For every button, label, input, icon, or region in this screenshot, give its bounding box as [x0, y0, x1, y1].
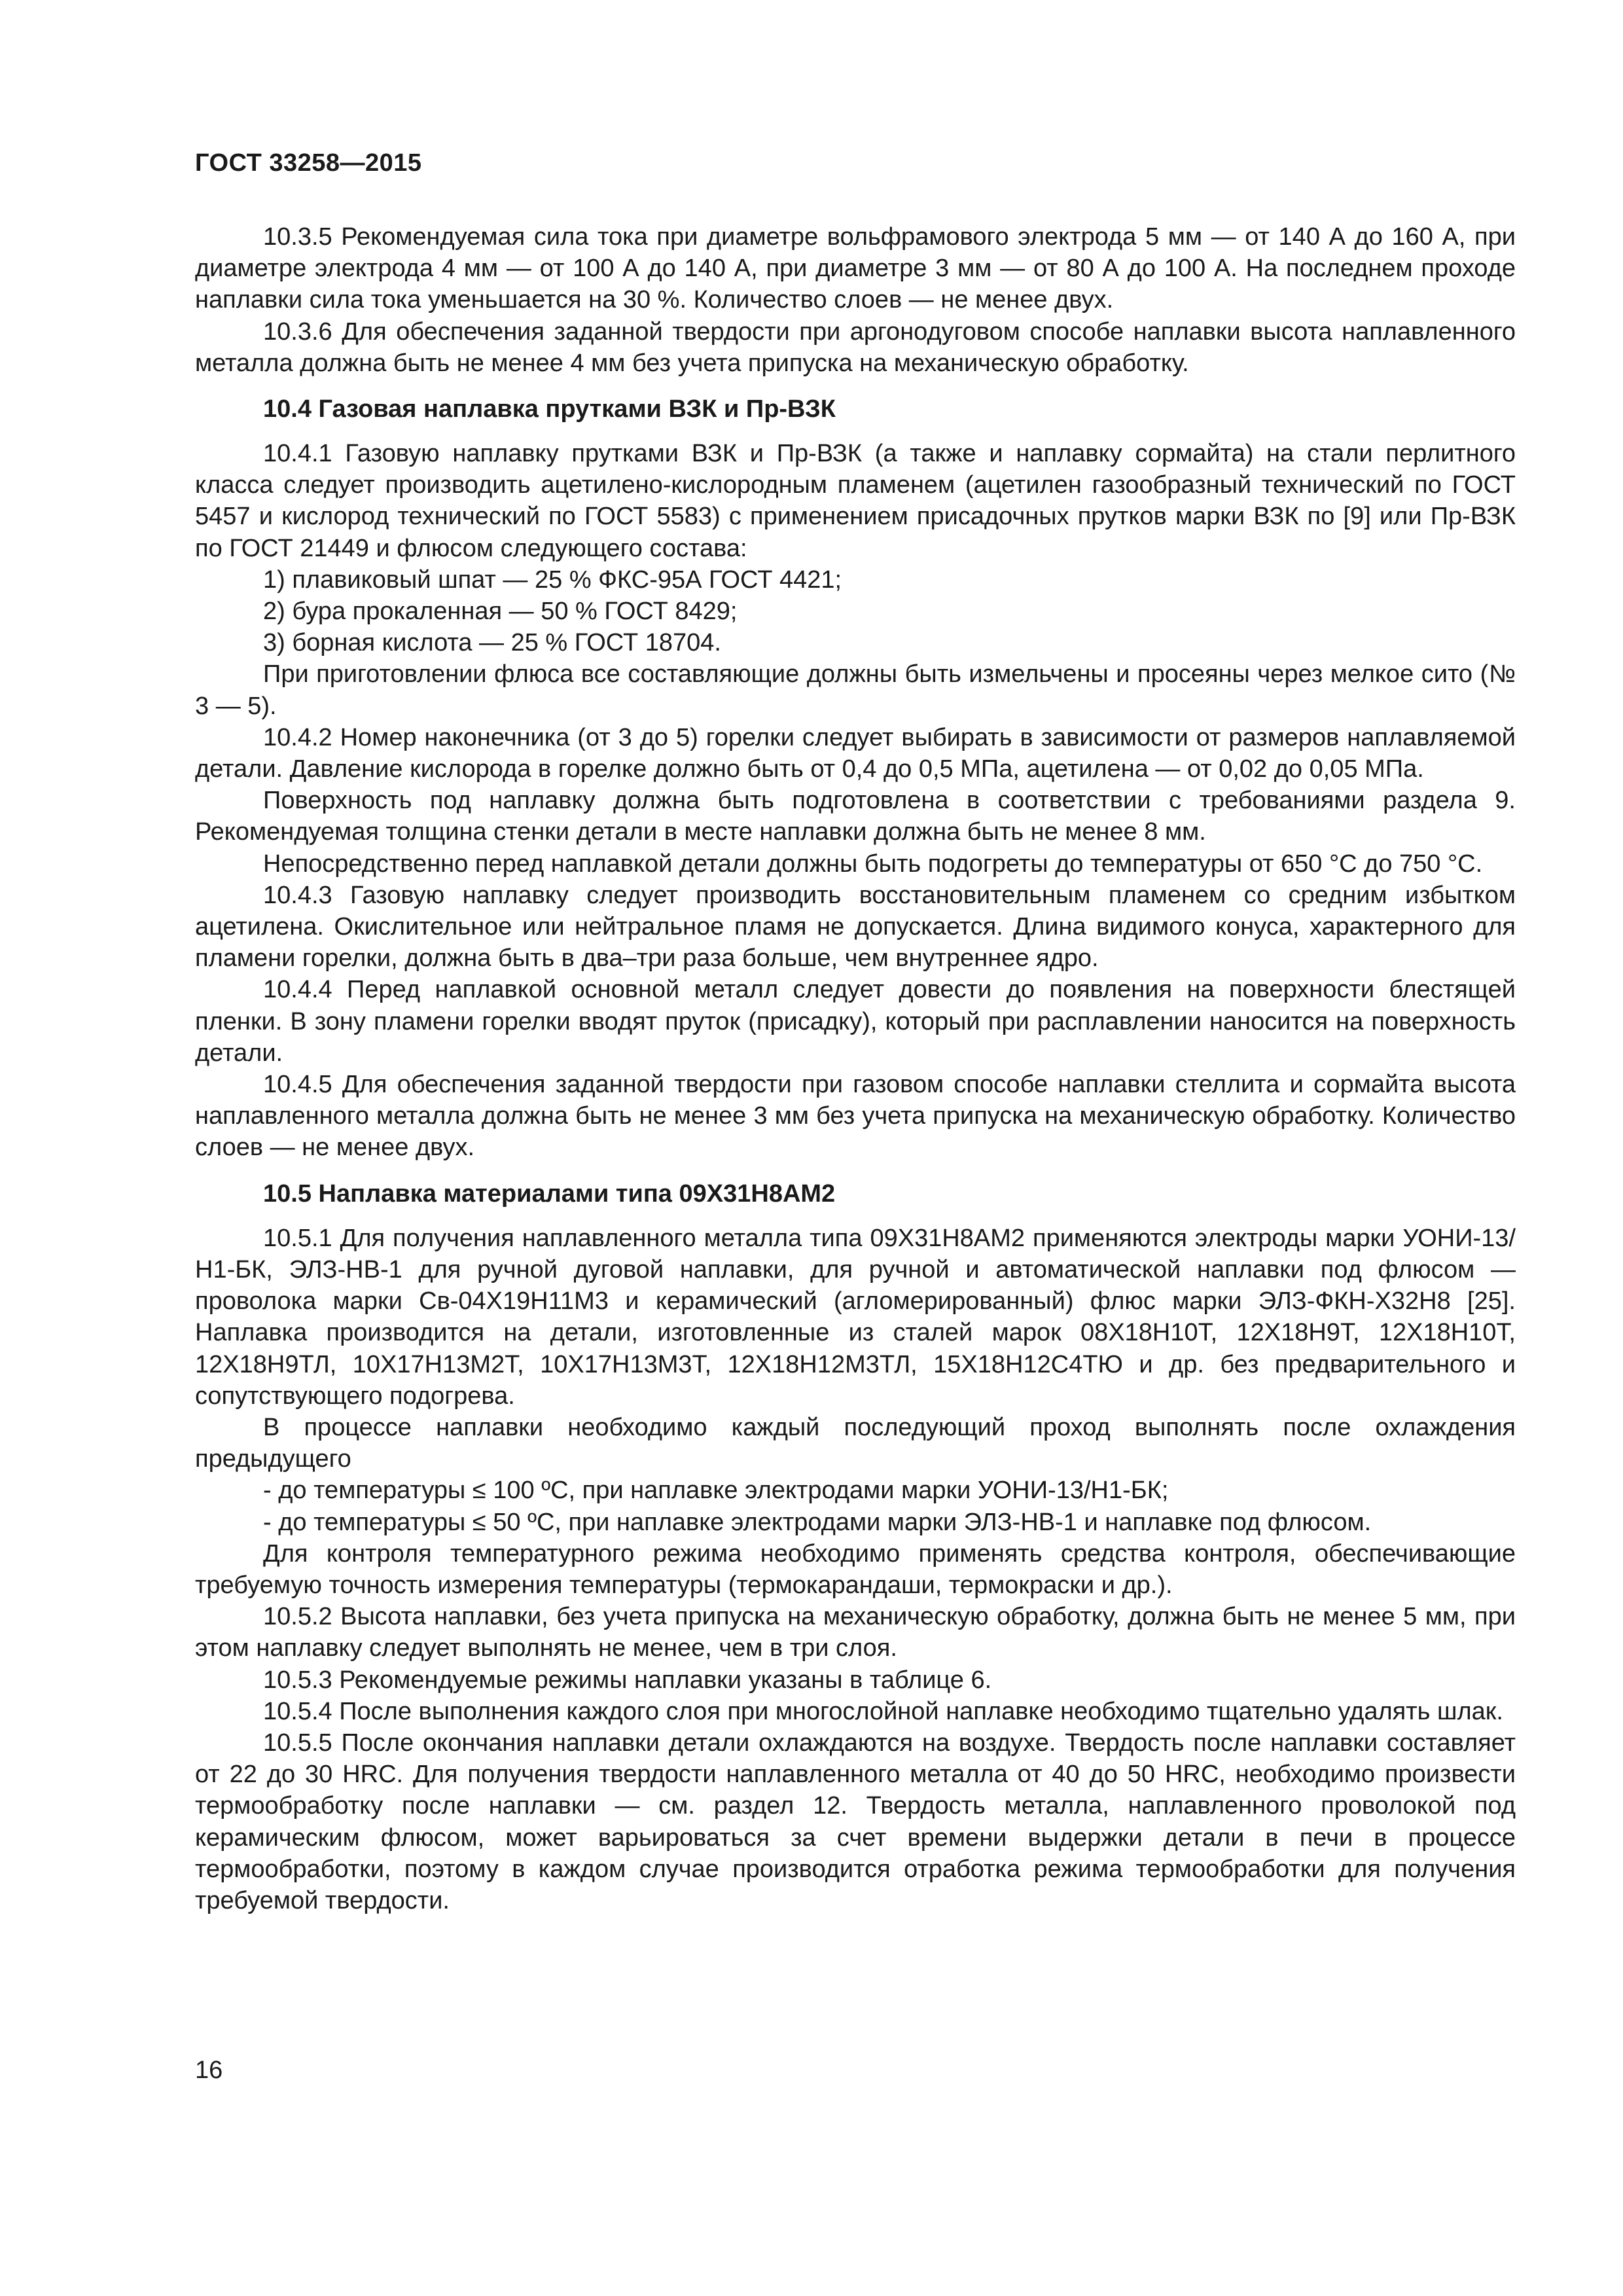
paragraph: - до температуры ≤ 50 ºС, при наплавке электродами марки ЭЛЗ-НВ-1 и наплавке под флюсом.: [263, 1508, 1372, 1536]
paragraph: 10.4.1 Газовую наплавку прутками ВЗК и Пр-ВЗК (а также и наплавку сормайта) на стали перлитного класса следует производить ацетилено-кислородным пламенем (ацетилен газообразный технический по ГОСТ 5457 и кислород технический по ГОСТ 5583) с применением присадочных прутков марки ВЗК по [9] или Пр-ВЗК по ГОСТ 21449 и флюсом следующего состава:: [195, 440, 1516, 562]
paragraph: Поверхность под наплавку должна быть подготовлена в соответствии с требованиями раздела 9. Рекомендуемая толщина стенки детали в месте наплавки должна быть не менее 8 мм.: [195, 787, 1516, 846]
paragraph: 3) борная кислота — 25 % ГОСТ 18704.: [263, 629, 721, 657]
paragraph: При приготовлении флюса все составляющие должны быть измельчены и просеяны через мелкое сито (№ 3 — 5).: [195, 660, 1516, 720]
document-body: [195, 221, 1516, 1916]
document-header: ГОСТ 33258—2015: [195, 149, 422, 177]
section-heading: 10.4 Газовая наплавка прутками ВЗК и Пр-ВЗК: [263, 395, 836, 423]
paragraph: 10.5.3 Рекомендуемые режимы наплавки указаны в таблице 6.: [263, 1666, 992, 1694]
paragraph: 10.5.5 После окончания наплавки детали охлаждаются на воздухе. Твердость после наплавки составляет от 22 до 30 HRC. Для получения твердости наплавленного металла от 40 до 50 HRC, необходимо произвести термообработку после наплавки — см. раздел 12. Твердость металла, наплавленного проволокой под керамическим флюсом, может варьироваться за счет времени выдержки детали в печи в процессе термообработки, поэтому в каждом случае производится отработка режима термообработки для получения требуемой твердости.: [195, 1729, 1516, 1914]
paragraph: 10.4.4 Перед наплавкой основной металл следует довести до появления на поверхности блестящей пленки. В зону пламени горелки вводят пруток (присадку), который при расплавлении наносится на поверхность детали.: [195, 976, 1516, 1067]
paragraph: 10.4.5 Для обеспечения заданной твердости при газовом способе наплавки стеллита и сормайта высота наплавленного металла должна быть не менее 3 мм без учета припуска на механическую обработку. Количество слоев — не менее двух.: [195, 1071, 1516, 1162]
paragraph: 2) бура прокаленная — 50 % ГОСТ 8429;: [263, 598, 738, 626]
paragraph: 10.5.1 Для получения наплавленного металла типа 09Х31Н8АМ2 применяются электроды марки УОНИ-13/Н1-БК, ЭЛЗ-НВ-1 для ручной дуговой наплавки, для ручной и автоматической наплавки под флюсом — проволока марки Св-04Х19Н11М3 и керамический (агломерированный) флюс марки ЭЛЗ-ФКН-Х32Н8 [25]. Наплавка производится на детали, изготовленные из сталей марок 08Х18Н10Т, 12Х18Н9Т, 12Х18Н10Т, 12Х18Н9ТЛ, 10Х17Н13М2Т, 10Х17Н13М3Т, 12Х18Н12М3ТЛ, 15Х18Н12С4ТЮ и др. без предварительного и сопутствующего подогрева.: [195, 1224, 1516, 1410]
paragraph: 1) плавиковый шпат — 25 % ФКС-95А ГОСТ 4421;: [263, 565, 842, 594]
page-number: 16: [195, 2056, 223, 2084]
paragraph: 10.3.5 Рекомендуемая сила тока при диаметре вольфрамового электрода 5 мм — от 140 А до 160 А, при диаметре электрода 4 мм — от 100 А до 140 А, при диаметре 3 мм — от 80 А до 100 А. На последнем проходе наплавки сила тока уменьшается на 30 %. Количество слоев — не менее двух.: [195, 223, 1516, 314]
document-page: [195, 0, 1516, 2296]
paragraph: 10.3.6 Для обеспечения заданной твердости при аргонодуговом способе наплавки высота наплавленного металла должна быть не менее 4 мм без учета припуска на механическую обработку.: [195, 317, 1516, 377]
paragraph: 10.4.3 Газовую наплавку следует производить восстановительным пламенем со средним избытком ацетилена. Окислительное или нейтральное пламя не допускается. Длина видимого конуса, характерного для пламени горелки, должна быть в два–три раза больше, чем внутреннее ядро.: [195, 881, 1516, 973]
paragraph: Непосредственно перед наплавкой детали должны быть подогреты до температуры от 650 °С до 750 °С.: [263, 850, 1483, 878]
paragraph: В процессе наплавки необходимо каждый последующий проход выполнять после охлаждения предыдущего: [195, 1413, 1516, 1473]
paragraph: 10.5.4 После выполнения каждого слоя при многослойной наплавке необходимо тщательно удалять шлак.: [263, 1697, 1503, 1725]
paragraph: Для контроля температурного режима необходимо применять средства контроля, обеспечивающие требуемую точность измерения температуры (термокарандаши, термокраски и др.).: [195, 1539, 1516, 1599]
paragraph: 10.5.2 Высота наплавки, без учета припуска на механическую обработку, должна быть не менее 5 мм, при этом наплавку следует выполнять не менее, чем в три слоя.: [195, 1603, 1516, 1662]
section-heading: 10.5 Наплавка материалами типа 09Х31Н8АМ2: [263, 1179, 836, 1208]
paragraph: - до температуры ≤ 100 ºС, при наплавке электродами марки УОНИ-13/Н1-БК;: [263, 1477, 1169, 1505]
paragraph: 10.4.2 Номер наконечника (от 3 до 5) горелки следует выбирать в зависимости от размеров наплавляемой детали. Давление кислорода в горелке должно быть от 0,4 до 0,5 МПа, ацетилена — от 0,02 до 0,05 МПа.: [195, 723, 1516, 783]
